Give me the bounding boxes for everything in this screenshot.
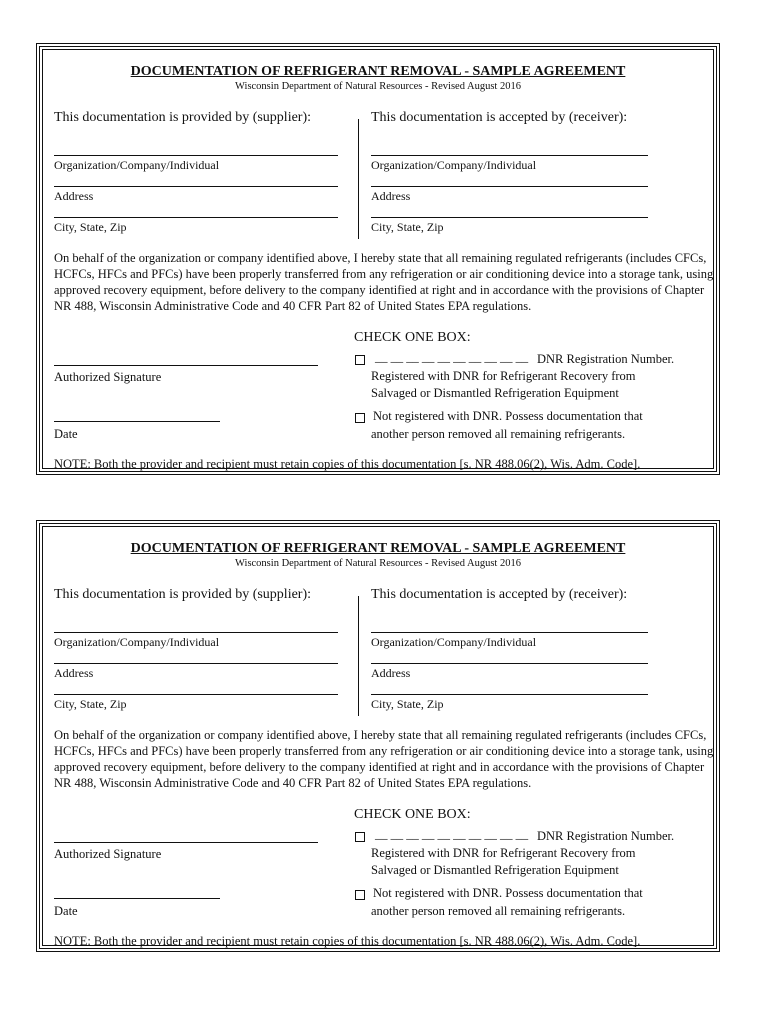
receiver-address-label: Address [371,666,411,680]
form-subtitle: Wisconsin Department of Natural Resources - Revised August 2016 [235,558,521,569]
statement-paragraph: On behalf of the organization or company identified above, I hereby state that all remaining regulated refrigerants (includes CFCs, HCFCs, HFCs and PFCs) have been properly transferred from any refrigeration or air conditioning device into a storage tank, using approved recovery equipment, before delivery to the company identified at right and in accordance with the provisions of Chapter NR 488, Wisconsin Administrative Code and 40 CFR Part 82 of United States EPA regulations. [54,251,714,313]
receiver-city-line[interactable] [371,694,648,695]
supplier-org-line[interactable] [54,155,338,156]
checkbox-not-registered[interactable] [355,890,365,900]
statement-paragraph: On behalf of the organization or company identified above, I hereby state that all remaining regulated refrigerants (includes CFCs, HCFCs, HFCs and PFCs) have been properly transferred from any refrigeration or air conditioning device into a storage tank, using approved recovery equipment, before delivery to the company identified at right and in accordance with the provisions of Chapter NR 488, Wisconsin Administrative Code and 40 CFR Part 82 of United States EPA regulations. [54,728,714,790]
option1-line2: Registered with DNR for Refrigerant Recovery from [371,369,636,383]
registration-number-blank[interactable]: __ __ __ __ __ __ __ __ __ __ [375,827,529,841]
checkbox-registered[interactable] [355,832,365,842]
receiver-address-line[interactable] [371,186,648,187]
column-divider [358,119,359,239]
receiver-city-label: City, State, Zip [371,697,444,711]
signature-line[interactable] [54,842,318,843]
receiver-address-label: Address [371,189,411,203]
date-line[interactable] [54,898,220,899]
check-one-heading: CHECK ONE BOX: [354,330,471,345]
refrigerant-form-2 [36,520,720,952]
supplier-heading: This documentation is provided by (supplier): [54,110,312,125]
option1-line3: Salvaged or Dismantled Refrigeration Equipment [371,863,619,877]
form-subtitle: Wisconsin Department of Natural Resources - Revised August 2016 [235,81,521,92]
supplier-heading: This documentation is provided by (supplier): [54,587,312,602]
receiver-org-label: Organization/Company/Individual [371,158,537,172]
option2-line2: another person removed all remaining refrigerants. [371,427,626,441]
date-label: Date [54,904,78,918]
receiver-city-label: City, State, Zip [371,220,444,234]
receiver-org-line[interactable] [371,155,648,156]
supplier-address-line[interactable] [54,186,338,187]
check-one-heading: CHECK ONE BOX: [354,807,471,822]
supplier-address-label: Address [54,666,94,680]
date-label: Date [54,427,78,441]
supplier-address-line[interactable] [54,663,338,664]
supplier-address-label: Address [54,189,94,203]
supplier-city-line[interactable] [54,694,338,695]
supplier-org-line[interactable] [54,632,338,633]
column-divider [358,596,359,716]
receiver-org-label: Organization/Company/Individual [371,635,537,649]
supplier-org-label: Organization/Company/Individual [54,635,220,649]
supplier-city-line[interactable] [54,217,338,218]
retention-note: NOTE: Both the provider and recipient must retain copies of this documentation [s. NR 488.06(2), Wis. Adm. Code]. [54,457,641,471]
supplier-city-label: City, State, Zip [54,697,127,711]
receiver-org-line[interactable] [371,632,648,633]
option1-line3: Salvaged or Dismantled Refrigeration Equipment [371,386,619,400]
signature-label: Authorized Signature [54,847,162,861]
receiver-address-line[interactable] [371,663,648,664]
option1-line2: Registered with DNR for Refrigerant Recovery from [371,846,636,860]
retention-note: NOTE: Both the provider and recipient must retain copies of this documentation [s. NR 488.06(2), Wis. Adm. Code]. [54,934,641,948]
signature-line[interactable] [54,365,318,366]
checkbox-not-registered[interactable] [355,413,365,423]
option2-line1: Not registered with DNR. Possess documentation that [373,409,643,423]
refrigerant-form-1 [36,43,720,475]
option2-line1: Not registered with DNR. Possess documentation that [373,886,643,900]
receiver-heading: This documentation is accepted by (receiver): [371,587,628,602]
form-title: DOCUMENTATION OF REFRIGERANT REMOVAL - SAMPLE AGREEMENT [130,541,626,556]
option2-line2: another person removed all remaining refrigerants. [371,904,626,918]
registration-number-blank[interactable]: __ __ __ __ __ __ __ __ __ __ [375,350,529,364]
receiver-city-line[interactable] [371,217,648,218]
supplier-org-label: Organization/Company/Individual [54,158,220,172]
supplier-city-label: City, State, Zip [54,220,127,234]
receiver-heading: This documentation is accepted by (receiver): [371,110,628,125]
checkbox-registered[interactable] [355,355,365,365]
date-line[interactable] [54,421,220,422]
option1-line1: DNR Registration Number. [537,352,675,366]
option1-line1: DNR Registration Number. [537,829,675,843]
signature-label: Authorized Signature [54,370,162,384]
form-title: DOCUMENTATION OF REFRIGERANT REMOVAL - SAMPLE AGREEMENT [130,64,626,79]
